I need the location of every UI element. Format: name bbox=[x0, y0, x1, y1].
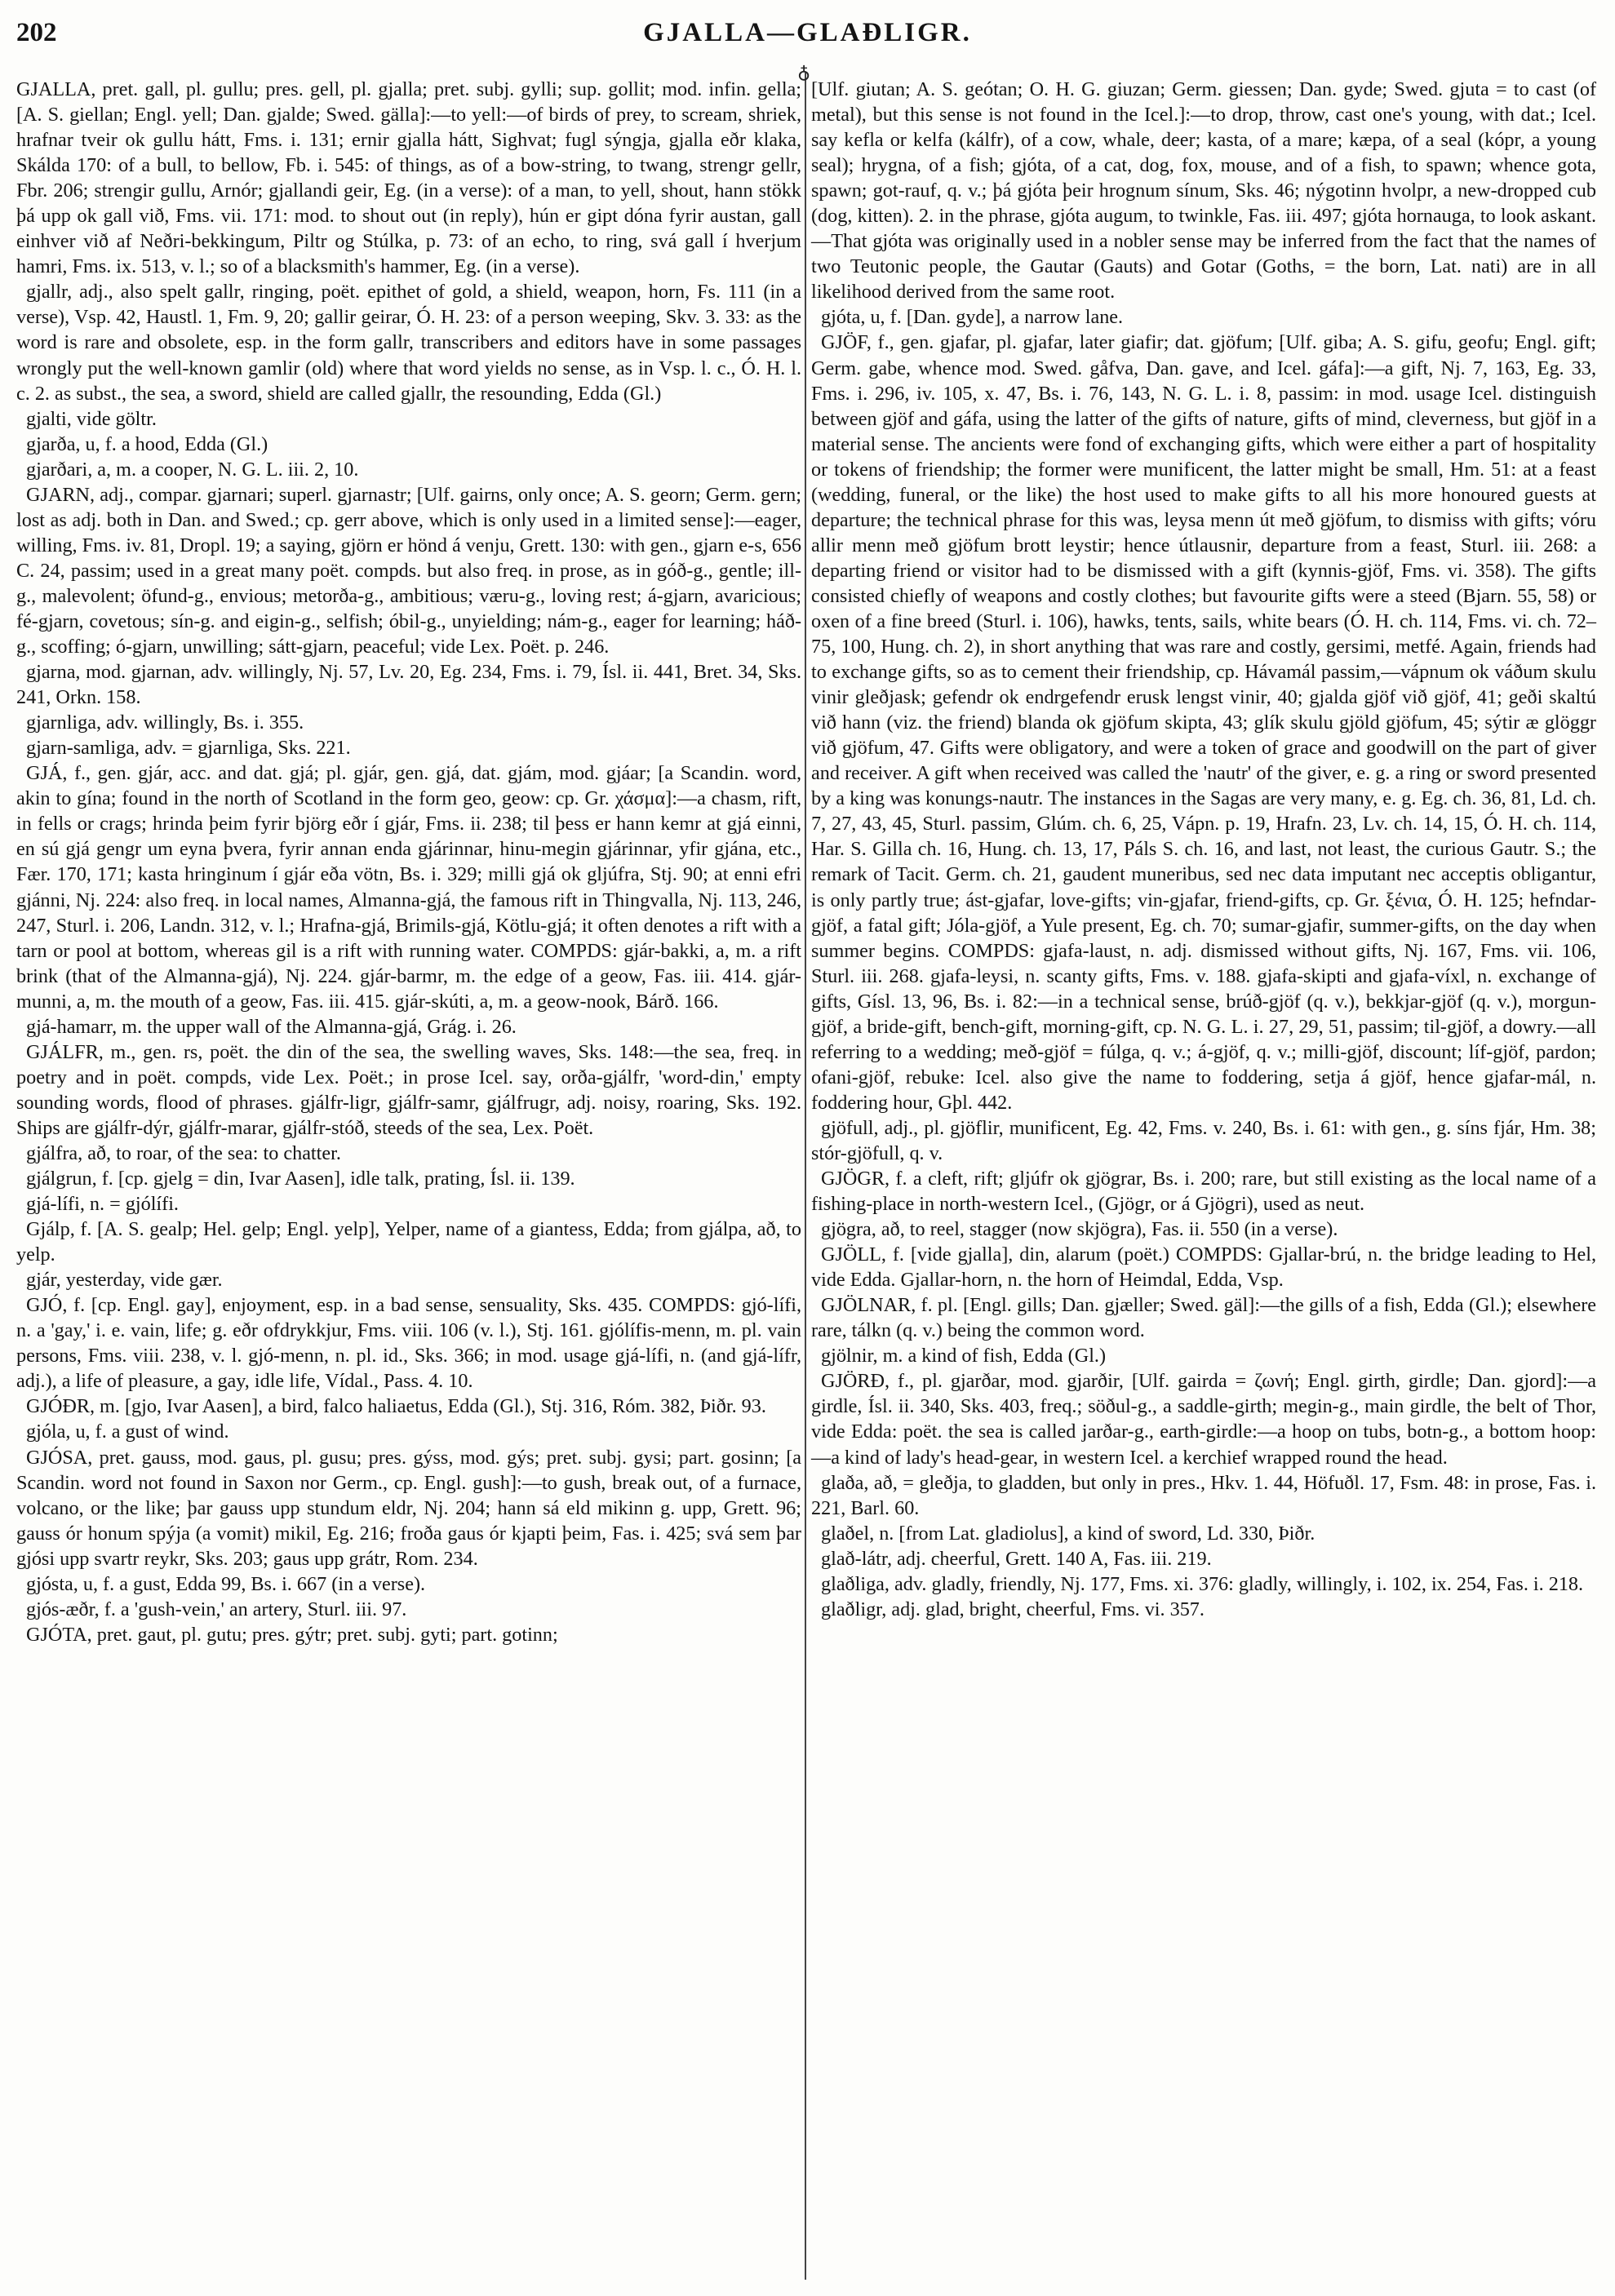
left-column bbox=[16, 77, 801, 1647]
entry-gjarna: gjarna, mod. gjarnan, adv. willingly, Nj. 57, Lv. 20, Eg. 234, Fms. i. 79, Ísl. ii. 441, Bret. 34, Sks. 241, Orkn. 158. bbox=[16, 661, 801, 709]
entry-gjof: GJÖF, f., gen. gjafar, pl. gjafar, later giafir; dat. gjöfum; [Ulf. giba; A. S. gifu, geofu; Engl. gift; Germ. gabe, whence mod. Swed. gåfva, Dan. gave, and Icel. gáfa]:—a gift, Nj. 7, 163, Eg. 33, Fms. i. 296, iv. 105, x. 47, Bs. i. 76, 143, N. G. L. i. 8, passim: in mod. usage Icel. distinguish between gjöf and gáfa, using the latter of the gifts of nature, gifts of mind, cleverness, but gjöf in a material sense. The ancients were fond of exchanging gifts, which were either a part of hospitality or tokens of friendship; the former were munificent, the latter might be small, Hm. 51: at a feast (wedding, funeral, or the like) the host used to make gifts to all his more honoured guests at departure; the technical phrase for this was, leysa menn út með gjöfum, to dismiss with gifts; vóru allir menn með gjöfum brott leystir; hence útlausnir, departure from a feast, Sturl. iii. 268: a departing friend or visitor had to be dismissed with a gift (kynnis-gjöf, Fms. vi. 358). The gifts consisted chiefly of weapons and costly clothes; but favourite gifts were a steed (Bjarn. 55, 58) or oxen of a fine breed (Sturl. i. 106), hawks, tents, sails, white bears (Ó. H. ch. 114, Fms. vi. ch. 72–75, 100, Hung. ch. 2), in short anything that was rare and costly, gersimi, metfé. Again, friends had to exchange gifts, so as to cement their friendship, cp. Hávamál passim,—vápnum ok váðum skulu vinir gleðjask; gefendr ok endrgefendr erusk lengst vinir, 40; gjalda gjöf við gjöf, 41; geði skaltú við hann (viz. the friend) blanda ok gjöfum skipta, 43; glík skulu gjöld gjöfum, 45; sýtir æ glöggr við gjöfum, 47. Gifts were obligatory, and were a token of grace and goodwill on the part of giver and receiver. A gift when received was called the 'nautr' of the giver, e. g. a ring or sword presented by a king was konungs-nautr. The instances in the Sagas are very many, e. g. Eg. ch. 36, 81, Ld. ch. 7, 27, 43, 45, Sturl. passim, Glúm. ch. 6, 25, Vápn. p. 19, Hrafn. 23, Lv. ch. 14, 15, Ó. H. ch. 114, Har. S. Gilla ch. 16, Hung. ch. 13, 17, Páls S. ch. 16, and last, not least, the curious Gautr. S.; the remark of Tacit. Germ. ch. 21, gaudent muneribus, sed nec data imputant nec acceptis obligantur, is only partly true; ást-gjafar, love-gifts; vin-gjafar, friend-gifts, cp. Gr. ξένια, Ó. H. 125; hefndar-gjöf, a fatal gift; Jóla-gjöf, a Yule present, Eg. ch. 70; sumar-gjafir, summer-gifts, on the day when summer begins. COMPDS: gjafa-laust, n. adj. dismissed without gifts, Nj. 167, Fms. vii. 106, Sturl. iii. 268. gjafa-leysi, n. scanty gifts, Fms. v. 188. gjafa-skipti and gjafa-víxl, n. exchange of gifts, Gísl. 13, 96, Bs. i. 82:—in a technical sense, brúð-gjöf (q. v.), bekkjar-gjöf (q. v.), morgun-gjöf, a bride-gift, bench-gift, morning-gift, cp. N. G. L. i. 27, 29, 51, passim; til-gjöf, a dowry.—all referring to a wedding; með-gjöf = fúlga, q. v.; á-gjöf, q. v.; milli-gjöf, discount; líf-gjöf, pardon; ofani-gjöf, rebuke: Icel. also give the name to foddering, setja á gjöf, hence gjafar-mál, n. foddering hour, Gþl. 442. bbox=[811, 331, 1596, 1114]
entry-glada: glaða, að, = gleðja, to gladden, but only in pres., Hkv. 1. 44, Höfuðl. 17, Fsm. 48: in prose, Fas. i. 221, Barl. 60. bbox=[811, 1471, 1596, 1519]
entry-gjos-aedr: gjós-æðr, f. a 'gush-vein,' an artery, Sturl. iii. 97. bbox=[26, 1598, 407, 1620]
entry-gjardari: gjarðari, a, m. a cooper, N. G. L. iii. 2, 10. bbox=[26, 458, 359, 481]
column-rule-ornament: ♁ bbox=[796, 62, 811, 82]
entry-gjord: GJÖRÐ, f., pl. gjarðar, mod. gjarðir, [Ulf. gairda = ζωνή; Engl. girth, girdle; Dan. gjord]:—a girdle, Ísl. ii. 340, Sks. 403, freq.; söðul-g., a saddle-girth; megin-g., main girdle, the belt of Thor, vide Edda: poët. the sea is called jarðar-g., earth-girdle:—a hoop on tubs, botn-g., a bottom hoop:—a kind of lady's head-gear, in western Icel. a kerchief wrapped round the head. bbox=[811, 1370, 1596, 1469]
entry-gladliga: glaðliga, adv. gladly, friendly, Nj. 177, Fms. xi. 376: gladly, willingly, i. 102, ix. 254, Fas. i. 218. bbox=[821, 1572, 1584, 1595]
entry-gjallr: gjallr, adj., also spelt gallr, ringing, poët. epithet of gold, a shield, weapon, horn, Fs. 111 (in a verse), Vsp. 42, Haustl. 1, Fm. 9, 20; gallir geirar, Ó. H. 23: of a person weeping, Skv. 3. 33: as the word is rare and obsolete, esp. in the form gallr, transcribers and editors have in some passages wrongly put the well-known gamlir (old) where that word yields no sense, as in Vsp. l. c., Ó. H. l. c. 2. as subst., the sea, a sword, shield are called gjallr, the resounding, Edda (Gl.) bbox=[16, 281, 801, 405]
entry-gjosa: GJÓSA, pret. gauss, mod. gaus, pl. gusu; pres. gýss, mod. gýs; pret. subj. gysi; part. gosinn; [a Scandin. word not found in Saxon nor Germ., cp. Engl. gush]:—to gush, break out, of a furnace, volcano, or the like; þar gauss upp stundum eldr, Nj. 204; hann sá eld mikinn g. upp, Grett. 96; gauss ór honum spýja (a vomit) mikil, Eg. 216; froða gaus ór kjapti þeim, Fas. i. 425; svá sem þar gjósi upp svartr reykr, Sks. 203; gaus upp grátr, Rom. 234. bbox=[16, 1446, 801, 1570]
entry-gjarnliga: gjarnliga, adv. willingly, Bs. i. 355. bbox=[26, 711, 304, 734]
entry-gjota-lane: gjóta, u, f. [Dan. gyde], a narrow lane. bbox=[821, 306, 1124, 329]
entry-gjota-continued: [Ulf. giutan; A. S. geótan; O. H. G. giuzan; Germ. giessen; Dan. gyde; Swed. gjuta = to cast (of metal), but this sense is not found in the Icel.]:—to drop, throw, cast one's young, with dat.; Icel. say kefla or kelfa (kálfr), of a cow, whale, deer; kasta, of a mare; kæpa, of a seal (kópr, a young seal); hrygna, of a fish; gjóta, of a cat, dog, fox, mouse, and of a fish, to spawn; whence gota, spawn; got-rauf, q. v.; þá gjóta þeir hrognum sínum, Sks. 46; nýgotinn hvolpr, a new-dropped cub (dog, kitten). 2. in the phrase, gjóta augum, to twinkle, Fas. iii. 497; gjóta hornauga, to look askant.—That gjóta was originally used in a nobler sense may be inferred from the fact that the names of two Teutonic people, the Gautar (Gauts) and Gotar (Goths, = the born, Lat. nati) are in all likelihood derived from the same root. bbox=[811, 78, 1596, 304]
entry-gjarda: gjarða, u, f. a hood, Edda (Gl.) bbox=[26, 432, 268, 455]
entry-gja: GJÁ, f., gen. gjár, acc. and dat. gjá; pl. gjár, gen. gjá, dat. gjám, mod. gjáar; [a Scandin. word, akin to gína; found in the north of Scotland in the form geo, geow: cp. Gr. χάσμα]:—a chasm, rift, in fells or crags; hrinda þeim fyrir björg eðr í gjár, Fms. ii. 238; til þess er hann kemr at gjá einni, en sú gjá gengr um eyna þvera, fyrir annan enda gjárinnar, hinu-megin gjárinnar, yfir gjána, etc., Fær. 170, 171; kasta hringinum í gjár eða vötn, Bs. i. 329; milli gjá ok gljúfra, Stj. 90; at enni efri gjánni, Nj. 224: also freq. in local names, Almanna-gjá, the famous rift in Thingvalla, Nj. 113, 246, 247, Sturl. i. 206, Landn. 312, v. l.; Hrafna-gjá, Brimils-gjá, Kötlu-gjá; it often denotes a rift with a tarn or pool at bottom, whereas gil is a rift with running water. COMPDS: gjár-bakki, a, m. a rift brink (that of the Almanna-gjá), Nj. 224. gjár-barmr, m. the edge of a geow, Fas. iii. 414. gjár-munni, a, m. the mouth of a geow, Fas. iii. 415. gjár-skúti, a, m. a geow-nook, Bárð. 166. bbox=[16, 762, 801, 1013]
running-head: GJALLA—GLAÐLIGR. bbox=[643, 18, 972, 47]
entry-gjoll: GJÖLL, f. [vide gjalla], din, alarum (poët.) COMPDS: Gjallar-brú, n. the bridge leading to Hel, vide Edda. Gjallar-horn, n. the horn of Heimdal, Edda, Vsp. bbox=[811, 1243, 1596, 1292]
entry-gjalfr: GJÁLFR, m., gen. rs, poët. the din of the sea, the swelling waves, Sks. 148:—the sea, freq. in poetry and in poët. compds, vide Lex. Poët.; in prose Icel. say, orða-gjálfr, 'word-din,' empty sounding words, flood of phrases. gjálfr-ligr, gjálfr-samr, gjálfrugr, adj. noisy, roaring, Sks. 192. Ships are gjálfr-dýr, gjálfr-marar, gjálfr-stóð, steeds of the sea, Lex. Poët. bbox=[16, 1040, 801, 1139]
page-number: 202 bbox=[16, 18, 57, 47]
entry-gjo: GJÓ, f. [cp. Engl. gay], enjoyment, esp. in a bad sense, sensuality, Sks. 435. COMPDS: gjó-lífi, n. a 'gay,' i. e. vain, life; g. eðr ofdrykkjur, Fms. viii. 106 (v. l.), Stj. 161. gjólífis-menn, m. pl. vain persons, Fms. viii. 238, v. l. gjó-menn, n. pl. id., Sks. 366; in mod. usage gjá-lífi, n. (and gjá-lífr, adj.), a life of pleasure, a gay, idle life, Vídal., Pass. 4. 10. bbox=[16, 1294, 801, 1393]
column-rule bbox=[805, 72, 806, 2280]
right-column bbox=[811, 77, 1596, 1622]
entry-gladligr: glaðligr, adj. glad, bright, cheerful, Fms. vi. 357. bbox=[821, 1598, 1205, 1620]
entry-gladel: glaðel, n. [from Lat. gladiolus], a kind of sword, Ld. 330, Þiðr. bbox=[821, 1522, 1316, 1545]
entry-gjolnar: GJÖLNAR, f. pl. [Engl. gills; Dan. gjæller; Swed. gäl]:—the gills of a fish, Edda (Gl.); elsewhere rare, tálkn (q. v.) being the common word. bbox=[811, 1294, 1596, 1342]
entry-gja-hamarr: gjá-hamarr, m. the upper wall of the Almanna-gjá, Grág. i. 26. bbox=[26, 1015, 517, 1038]
entry-gjolnir: gjölnir, m. a kind of fish, Edda (Gl.) bbox=[821, 1345, 1107, 1367]
entry-gjar: gjár, yesterday, vide gær. bbox=[26, 1269, 223, 1292]
entry-gjodr: GJÓÐR, m. [gjo, Ivar Aasen], a bird, falco haliaetus, Edda (Gl.), Stj. 316, Róm. 382, Þiðr. 93. bbox=[26, 1395, 766, 1418]
entry-gjarn-samliga: gjarn-samliga, adv. = gjarnliga, Sks. 221. bbox=[26, 737, 351, 760]
entry-gjola: gjóla, u, f. a gust of wind. bbox=[26, 1421, 229, 1443]
entry-gjalti: gjalti, vide göltr. bbox=[26, 407, 157, 430]
entry-gjogra: gjögra, að, to reel, stagger (now skjögra), Fas. ii. 550 (in a verse). bbox=[821, 1218, 1338, 1241]
entry-gjalgrun: gjálgrun, f. [cp. gjelg = din, Ivar Aasen], idle talk, prating, Ísl. ii. 139. bbox=[26, 1168, 575, 1190]
entry-gjogr: GJÖGR, f. a cleft, rift; gljúfr ok gjögrar, Bs. i. 200; rare, but still existing as the local name of a fishing-place in north-western Icel., (Gjögr, or á Gjögri), used as neut. bbox=[811, 1168, 1596, 1216]
entry-gjota: GJÓTA, pret. gaut, pl. gutu; pres. gýtr; pret. subj. gyti; part. gotinn; bbox=[26, 1623, 558, 1646]
entry-gjalp: Gjálp, f. [A. S. gealp; Hel. gelp; Engl. yelp], Yelper, name of a giantess, Edda; from gjálpa, að, to yelp. bbox=[16, 1218, 801, 1266]
entry-gjosta: gjósta, u, f. a gust, Edda 99, Bs. i. 667 (in a verse). bbox=[26, 1572, 426, 1595]
entry-gjarn: GJARN, adj., compar. gjarnari; superl. gjarnastr; [Ulf. gairns, only once; A. S. georn; Germ. gern; lost as adj. both in Dan. and Swed.; cp. gerr above, which is only used in a limited sense]:—eager, willing, Fms. iv. 81, Dropl. 19; a saying, gjörn er hönd á venju, Grett. 130: with gen., gjarn e-s, 656 C. 24, passim; used in a great many poët. compds. but also freq. in prose, as in góð-g., gentle; ill-g., malevolent; öfund-g., envious; metorða-g., ambitious; væru-g., loving rest; á-gjarn, avaricious; fé-gjarn, covetous; sín-g. and eigin-g., selfish; óbil-g., unyielding; nám-g., eager for learning; háð-g., scoffing; ó-gjarn, unwilling; sátt-gjarn, peaceful; vide Lex. Poët. p. 246. bbox=[16, 483, 801, 658]
entry-gjofull: gjöfull, adj., pl. gjöflir, munificent, Eg. 42, Fms. v. 240, Bs. i. 61: with gen., g. síns fjár, Hm. 38; stór-gjöfull, q. v. bbox=[811, 1116, 1596, 1164]
entry-gjalfra: gjálfra, að, to roar, of the sea: to chatter. bbox=[26, 1141, 341, 1164]
entry-gja-lifi: gjá-lífi, n. = gjólífi. bbox=[26, 1193, 179, 1216]
entry-gjalla: GJALLA, pret. gall, pl. gullu; pres. gell, pl. gjalla; pret. subj. gylli; sup. gollit; mod. infin. gella; [A. S. giellan; Engl. yell; Dan. gjalde; Swed. gälla]:—to yell:—of birds of prey, to scream, shriek, hrafnar tveir ok gullu hátt, Fms. i. 131; ernir gjalla hátt, Sighvat; fugl sýngja, gjalla eðr klaka, Skálda 170: of a bull, to bellow, Fb. i. 545: of things, as of a bow-string, to twang, strengr gellr, Fbr. 206; strengir gullu, Arnór; gjallandi geir, Eg. (in a verse): of a man, to yell, shout, hann stökk þá upp ok gall við, Fms. vii. 171: mod. to shout out (in reply), hún er gipt dóna fyrir austan, gall einhver við af Neðri-bekkingum, Piltr og Stúlka, p. 73: of an echo, to ring, svá gall í hverjum hamri, Fms. ix. 513, v. l.; so of a blacksmith's hammer, Eg. (in a verse). bbox=[16, 78, 801, 278]
entry-glad-latr: glað-látr, adj. cheerful, Grett. 140 A, Fas. iii. 219. bbox=[821, 1547, 1212, 1570]
